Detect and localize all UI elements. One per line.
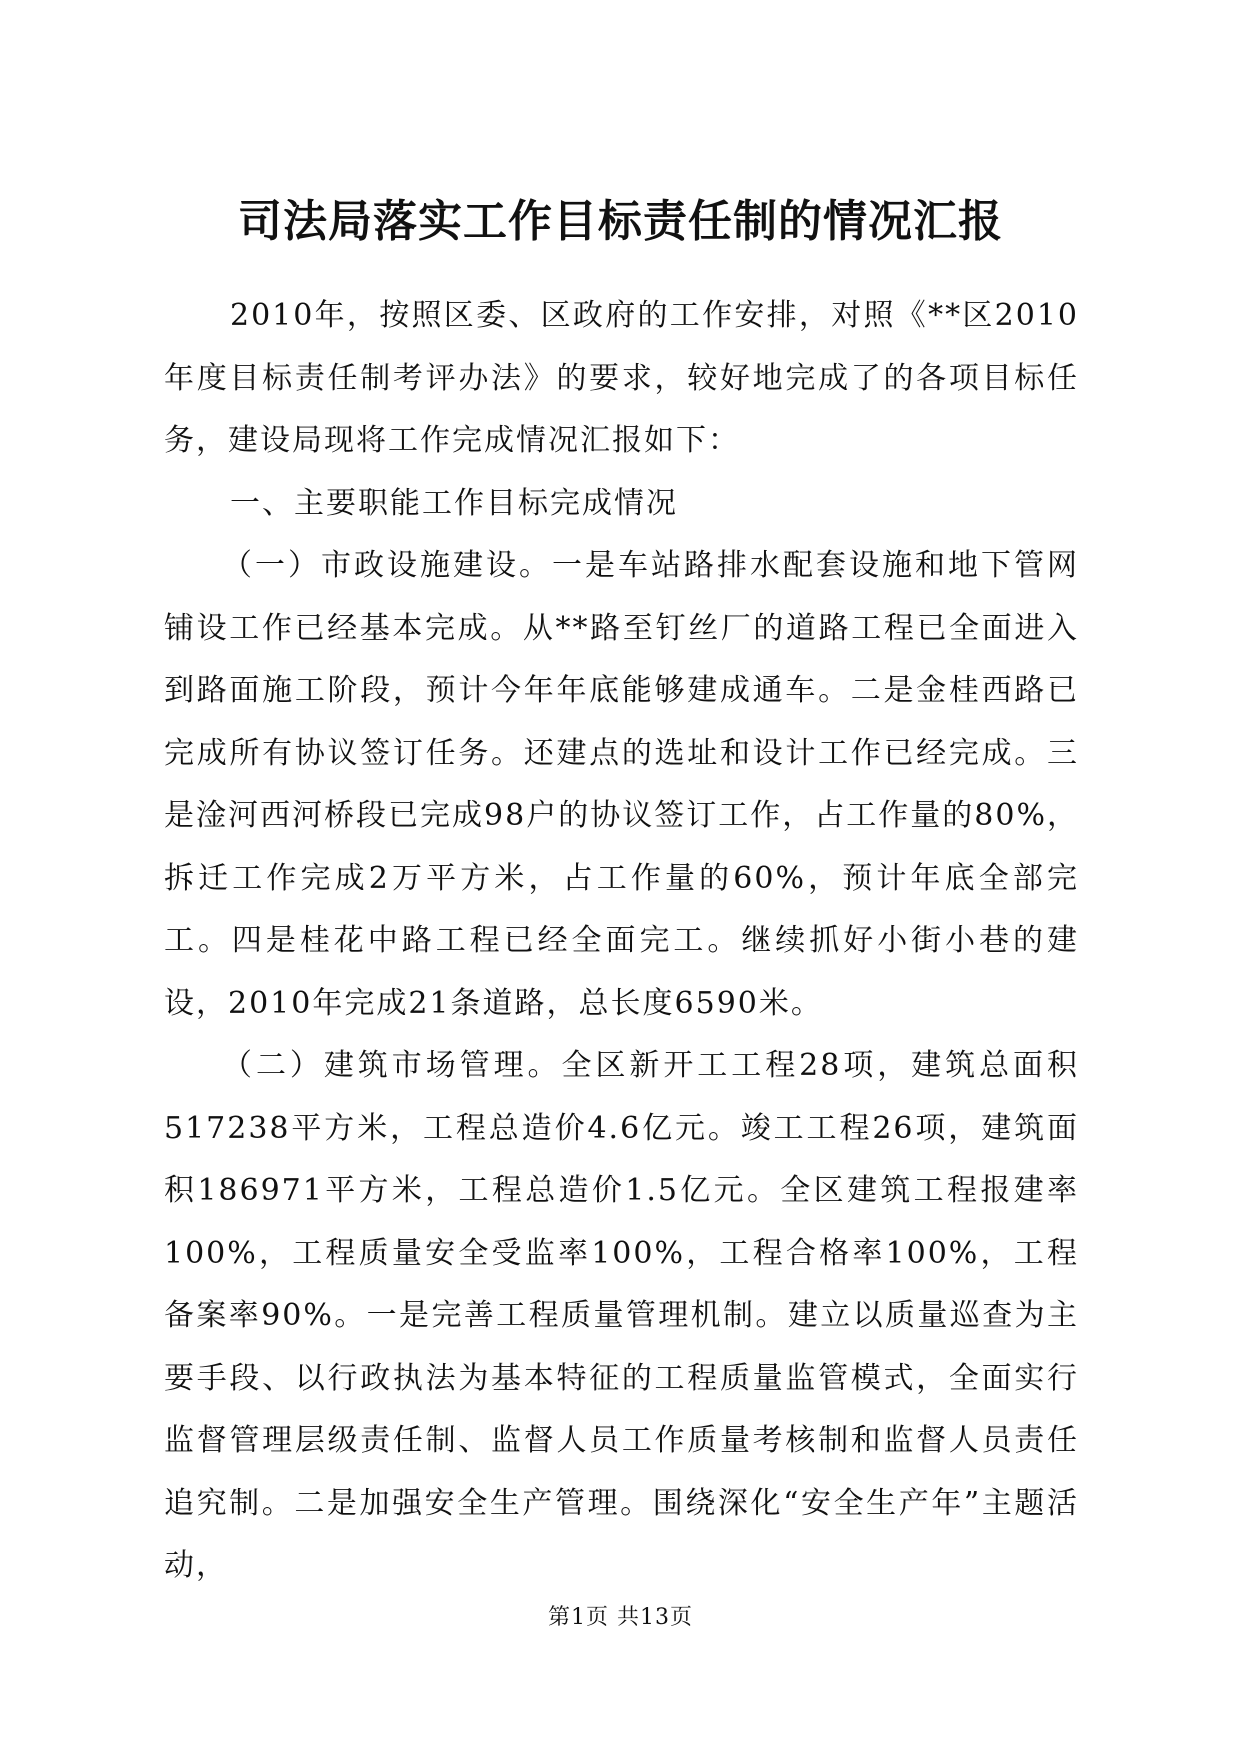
document-body	[164, 285, 1079, 1598]
paragraph-municipal-facilities: （一）市政设施建设。一是车站路排水配套设施和地下管网铺设工作已经基本完成。从**路至钉丝厂的道路工程已全面进入到路面施工阶段，预计今年年底能够建成通车。二是金桂西路已完成所有协议签订任务。还建点的选址和设计工作已经完成。三是淦河西河桥段已完成98户的协议签订工作，占工作量的80%，拆迁工作完成2万平方米，占工作量的60%，预计年底全部完工。四是桂花中路工程已经全面完工。继续抓好小街小巷的建设，2010年完成21条道路，总长度6590米。	[164, 548, 1079, 1021]
document-title: 司法局落实工作目标责任制的情况汇报	[238, 196, 1003, 247]
section-heading: 一、主要职能工作目标完成情况	[230, 485, 678, 521]
page-number-footer: 第1页 共13页	[548, 1605, 693, 1630]
paragraph-construction-market: （二）建筑市场管理。全区新开工工程28项，建筑总面积517238平方米，工程总造价4.6亿元。竣工工程26项，建筑面积186971平方米，工程总造价1.5亿元。全区建筑工程报建率100%，工程质量安全受监率100%，工程合格率100%，工程备案率90%。一是完善工程质量管理机制。建立以质量巡查为主要手段、以行政执法为基本特征的工程质量监管模式，全面实行监督管理层级责任制、监督人员工作质量考核制和监督人员责任追究制。二是加强安全生产管理。围绕深化“安全生产年”主题活动，	[164, 1048, 1079, 1583]
paragraph-intro: 2010年，按照区委、区政府的工作安排，对照《**区2010年度目标责任制考评办法》的要求，较好地完成了的各项目标任务，建设局现将工作完成情况汇报如下：	[164, 298, 1079, 458]
